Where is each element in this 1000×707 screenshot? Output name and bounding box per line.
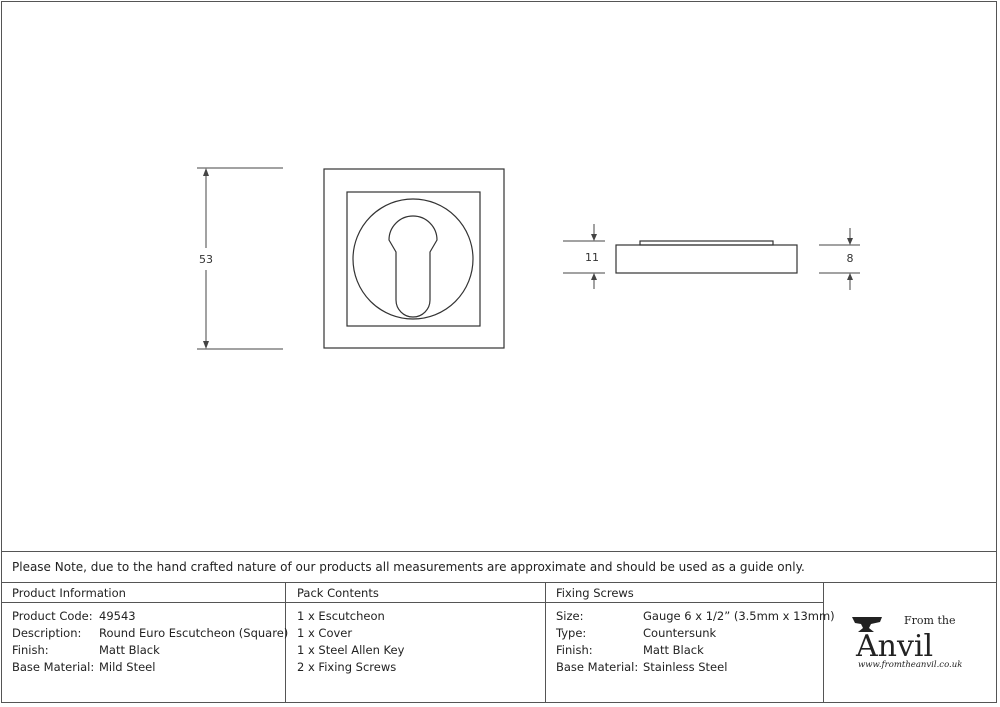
- base-material-row: [12, 659, 282, 676]
- fixing-screws-title: Fixing Screws: [556, 586, 634, 600]
- pack-contents-list: [297, 608, 537, 676]
- finish-row: [12, 642, 282, 659]
- finish-value: Matt Black: [99, 643, 160, 657]
- panel-top-rule: [1, 551, 997, 552]
- screw-material-row: [556, 659, 818, 676]
- product-info-title: Product Information: [12, 586, 126, 600]
- product-code-row: [12, 608, 282, 625]
- from-the-anvil-logo: [838, 610, 988, 680]
- header-rule: [1, 602, 823, 603]
- side-plate: [616, 245, 797, 273]
- base-material-label: Base Material:: [12, 660, 95, 674]
- front-view: [324, 169, 504, 348]
- screw-finish-row: [556, 642, 818, 659]
- screw-material-label: Base Material:: [556, 660, 639, 674]
- note-bottom-rule: [1, 582, 997, 583]
- screw-material-value: Stainless Steel: [643, 660, 728, 674]
- pack-item: 2 x Fixing Screws: [297, 660, 397, 674]
- inner-square: [347, 192, 480, 326]
- euro-keyhole: [389, 216, 437, 317]
- col-divider-1: [285, 582, 286, 703]
- plate-depth-label: 8: [846, 252, 854, 265]
- side-rose: [640, 241, 773, 245]
- product-info-rows: [12, 608, 289, 676]
- product-code-value: 49543: [99, 609, 136, 623]
- col-divider-3: [823, 582, 824, 703]
- screw-size-label: Size:: [556, 609, 584, 623]
- description-label: Description:: [12, 626, 82, 640]
- side-view: [616, 241, 797, 273]
- description-row: [12, 625, 289, 642]
- logo-from-the: From the: [904, 614, 956, 627]
- logo-anvil-word: Anvil: [856, 629, 934, 664]
- screw-type-row: [556, 625, 818, 642]
- description-value: Round Euro Escutcheon (Square): [99, 626, 289, 640]
- fixing-screws-rows: [556, 608, 835, 676]
- screw-type-value: Countersunk: [643, 626, 717, 640]
- pack-contents-title: Pack Contents: [297, 586, 379, 600]
- plate-depth-dimension: [819, 228, 860, 290]
- rose-depth-label: 11: [585, 251, 599, 264]
- col-divider-2: [545, 582, 546, 703]
- finish-label: Finish:: [12, 643, 49, 657]
- screw-size-value: Gauge 6 x 1/2” (3.5mm x 13mm): [643, 609, 835, 623]
- pack-item: 1 x Steel Allen Key: [297, 643, 405, 657]
- outer-square-plate: [324, 169, 504, 348]
- height-dimension-label: 53: [199, 253, 213, 266]
- base-material-value: Mild Steel: [99, 660, 156, 674]
- screw-finish-label: Finish:: [556, 643, 593, 657]
- screw-type-label: Type:: [556, 626, 587, 640]
- logo-url: www.fromtheanvil.co.uk: [858, 660, 963, 670]
- screw-finish-value: Matt Black: [643, 643, 704, 657]
- round-rose: [353, 199, 473, 319]
- product-code-label: Product Code:: [12, 609, 93, 623]
- disclaimer-note: Please Note, due to the hand crafted nature of our products all measurements are approximate and should be used as a guide only.: [12, 560, 805, 574]
- pack-item: 1 x Cover: [297, 626, 353, 640]
- pack-item: 1 x Escutcheon: [297, 609, 385, 623]
- screw-size-row: [556, 608, 835, 625]
